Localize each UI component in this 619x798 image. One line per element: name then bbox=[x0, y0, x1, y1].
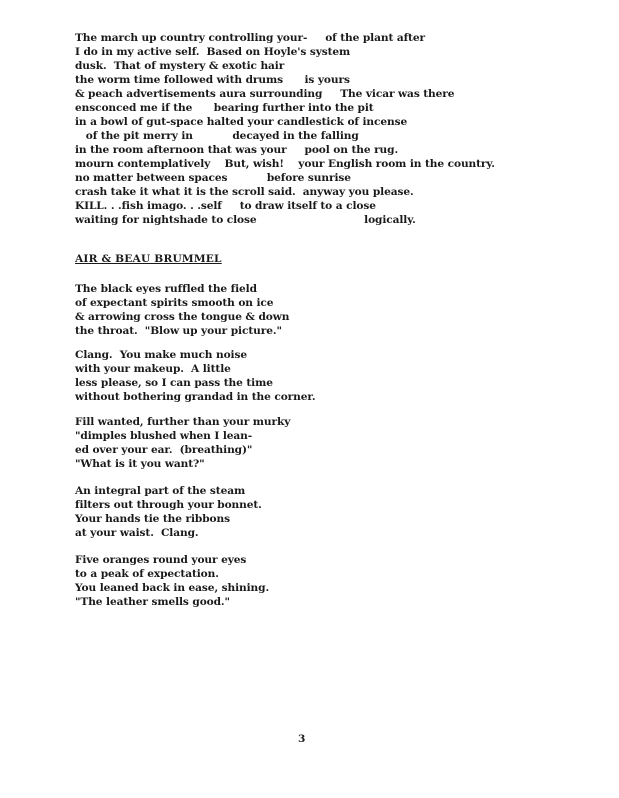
poem-1-line: ensconced me if the bearing further into the pit bbox=[75, 102, 374, 114]
poem-2-line: filters out through your bonnet. bbox=[75, 499, 262, 511]
poem-2-line: Five oranges round your eyes bbox=[75, 554, 247, 566]
poem-2-line: An integral part of the steam bbox=[75, 485, 246, 497]
poem-2-line: Clang. You make much noise bbox=[75, 349, 247, 361]
poem-1-line: KILL. . .fish imago. . .self to draw itself to a close bbox=[75, 200, 376, 212]
poem-2-line: Fill wanted, further than your murky bbox=[75, 416, 291, 428]
poem-1-line: The march up country controlling your- of the plant after bbox=[75, 32, 425, 44]
poem-1-line: mourn contemplatively But, wish! your English room in the country. bbox=[75, 158, 495, 170]
poem-2-line: of expectant spirits smooth on ice bbox=[75, 297, 274, 309]
poem-2-line: without bothering grandad in the corner. bbox=[75, 391, 316, 403]
poem-2-line: The black eyes ruffled the field bbox=[75, 283, 257, 295]
poem-2-line: "dimples blushed when I lean- bbox=[75, 430, 253, 442]
poem-2-line: & arrowing cross the tongue & down bbox=[75, 311, 290, 323]
poem-1-line: waiting for nightshade to close logically. bbox=[75, 214, 416, 226]
poem-2-line: with your makeup. A little bbox=[75, 363, 231, 375]
poem-2-line: "The leather smells good." bbox=[75, 596, 230, 608]
poem-1-line: in the room afternoon that was your pool on the rug. bbox=[75, 144, 399, 156]
poem-2-line: to a peak of expectation. bbox=[75, 568, 219, 580]
poem-1-line: crash take it what it is the scroll said. anyway you please. bbox=[75, 186, 414, 198]
poem-2-line: less please, so I can pass the time bbox=[75, 377, 273, 389]
poem-2-line: Your hands tie the ribbons bbox=[75, 513, 230, 525]
poem-1-line: & peach advertisements aura surrounding The vicar was there bbox=[75, 88, 455, 100]
poem-1-line: the worm time followed with drums is yours bbox=[75, 74, 350, 86]
poem-1-line: dusk. That of mystery & exotic hair bbox=[75, 60, 285, 72]
poem-2-line: at your waist. Clang. bbox=[75, 527, 199, 539]
poem-1-line: of the pit merry in decayed in the falling bbox=[75, 130, 359, 142]
poem-1-line: in a bowl of gut-space halted your candlestick of incense bbox=[75, 116, 408, 128]
poem-1-line: no matter between spaces before sunrise bbox=[75, 172, 351, 184]
poem-2-title: AIR & BEAU BRUMMEL bbox=[75, 253, 222, 265]
poem-2-line: "What is it you want?" bbox=[75, 458, 205, 470]
poem-2-line: the throat. "Blow up your picture." bbox=[75, 325, 282, 337]
poem-1-line: I do in my active self. Based on Hoyle's system bbox=[75, 46, 351, 58]
poem-2-line: You leaned back in ease, shining. bbox=[75, 582, 270, 594]
page-number: 3 bbox=[298, 733, 306, 745]
poem-2-line: ed over your ear. (breathing)" bbox=[75, 444, 253, 456]
